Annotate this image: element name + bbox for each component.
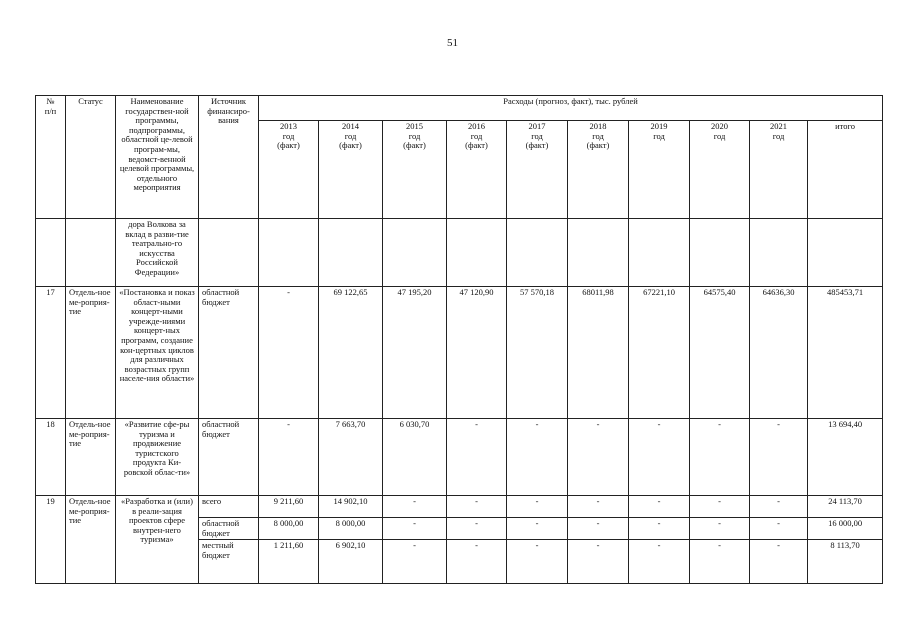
value-cell: - bbox=[690, 540, 750, 584]
value-cell: - bbox=[690, 419, 750, 496]
value-cell: - bbox=[447, 540, 507, 584]
table-row bbox=[36, 496, 883, 518]
header-total: итого bbox=[808, 121, 883, 219]
header-year: 2020 год bbox=[690, 121, 750, 219]
row-num: 19 bbox=[36, 496, 66, 584]
value-cell: - bbox=[568, 496, 629, 518]
header-name: Наименование государствен-ной программы, подпрограммы, областной це-левой програм-мы, ведомст-венной целевой программы, отдельного мероприятия bbox=[116, 96, 199, 219]
value-cell: 64636,30 bbox=[750, 287, 808, 419]
value-cell: - bbox=[259, 287, 319, 419]
table-row bbox=[36, 419, 883, 496]
value-cell: - bbox=[750, 540, 808, 584]
value-cell: 69 122,65 bbox=[319, 287, 383, 419]
row-source: местный бюджет bbox=[199, 540, 259, 584]
header-num: № п/п bbox=[36, 96, 66, 219]
header-source: Источник финансиро-вания bbox=[199, 96, 259, 219]
value-cell: - bbox=[629, 496, 690, 518]
expenses-table bbox=[35, 95, 883, 584]
value-cell: 8 000,00 bbox=[319, 518, 383, 540]
row-name: «Разработка и (или) в реали-зация проектов сфере внутрен-него туризма» bbox=[116, 496, 199, 584]
value-cell: 14 902,10 bbox=[319, 496, 383, 518]
row-name: «Постановка и показ област-ными концерт-ными учрежде-ниями концерт-ных программ, создание кон-цертных циклов для различных возрастных групп населе-ния области» bbox=[116, 287, 199, 419]
value-cell: - bbox=[690, 518, 750, 540]
row-source: областной бюджет bbox=[199, 518, 259, 540]
header-year: 2018 год (факт) bbox=[568, 121, 629, 219]
header-year: 2016 год (факт) bbox=[447, 121, 507, 219]
value-cell: - bbox=[259, 419, 319, 496]
header-year: 2019 год bbox=[629, 121, 690, 219]
value-cell: - bbox=[447, 496, 507, 518]
value-cell: 8 000,00 bbox=[259, 518, 319, 540]
header-year: 2015 год (факт) bbox=[383, 121, 447, 219]
continuation-row bbox=[36, 219, 883, 287]
cont-name: дора Волкова за вклад в разви-тие театрально-го искусства Российской Федерации» bbox=[116, 219, 199, 287]
value-cell: 9 211,60 bbox=[259, 496, 319, 518]
value-cell: - bbox=[507, 540, 568, 584]
header-status: Статус bbox=[66, 96, 116, 219]
value-cell: 64575,40 bbox=[690, 287, 750, 419]
row-status: Отдель-ное ме-роприя-тие bbox=[66, 496, 116, 584]
value-cell: 7 663,70 bbox=[319, 419, 383, 496]
table-row bbox=[36, 287, 883, 419]
value-cell: - bbox=[568, 419, 629, 496]
value-cell: - bbox=[507, 496, 568, 518]
value-cell: 6 902,10 bbox=[319, 540, 383, 584]
page-number: 51 bbox=[447, 37, 458, 49]
value-cell: - bbox=[629, 540, 690, 584]
value-cell: - bbox=[750, 419, 808, 496]
header-year: 2017 год (факт) bbox=[507, 121, 568, 219]
header-row bbox=[36, 96, 883, 121]
row-name: «Развитие сфе-ры туризма и продвижение туристского продукта Ки-ровской облас-ти» bbox=[116, 419, 199, 496]
value-cell: - bbox=[568, 518, 629, 540]
value-cell: 68011,98 bbox=[568, 287, 629, 419]
header-year: 2021 год bbox=[750, 121, 808, 219]
total-cell: 13 694,40 bbox=[808, 419, 883, 496]
value-cell: - bbox=[750, 496, 808, 518]
value-cell: 47 195,20 bbox=[383, 287, 447, 419]
header-year: 2014 год (факт) bbox=[319, 121, 383, 219]
value-cell: 1 211,60 bbox=[259, 540, 319, 584]
row-status: Отдель-ное ме-роприя-тие bbox=[66, 287, 116, 419]
row-num: 18 bbox=[36, 419, 66, 496]
row-source: областной бюджет bbox=[199, 287, 259, 419]
value-cell: - bbox=[750, 518, 808, 540]
total-cell: 485453,71 bbox=[808, 287, 883, 419]
total-cell: 8 113,70 bbox=[808, 540, 883, 584]
value-cell: - bbox=[629, 518, 690, 540]
row-status: Отдель-ное ме-роприя-тие bbox=[66, 419, 116, 496]
row-num: 17 bbox=[36, 287, 66, 419]
row-source: всего bbox=[199, 496, 259, 518]
total-cell: 24 113,70 bbox=[808, 496, 883, 518]
value-cell: - bbox=[507, 518, 568, 540]
total-cell: 16 000,00 bbox=[808, 518, 883, 540]
value-cell: - bbox=[629, 419, 690, 496]
value-cell: - bbox=[568, 540, 629, 584]
header-expenses: Расходы (прогноз, факт), тыс. рублей bbox=[259, 96, 883, 121]
value-cell: 67221,10 bbox=[629, 287, 690, 419]
value-cell: - bbox=[447, 518, 507, 540]
value-cell: - bbox=[383, 540, 447, 584]
value-cell: 6 030,70 bbox=[383, 419, 447, 496]
value-cell: - bbox=[690, 496, 750, 518]
row-source: областной бюджет bbox=[199, 419, 259, 496]
value-cell: 57 570,18 bbox=[507, 287, 568, 419]
value-cell: - bbox=[507, 419, 568, 496]
value-cell: - bbox=[383, 496, 447, 518]
value-cell: - bbox=[447, 419, 507, 496]
header-year: 2013 год (факт) bbox=[259, 121, 319, 219]
value-cell: 47 120,90 bbox=[447, 287, 507, 419]
value-cell: - bbox=[383, 518, 447, 540]
